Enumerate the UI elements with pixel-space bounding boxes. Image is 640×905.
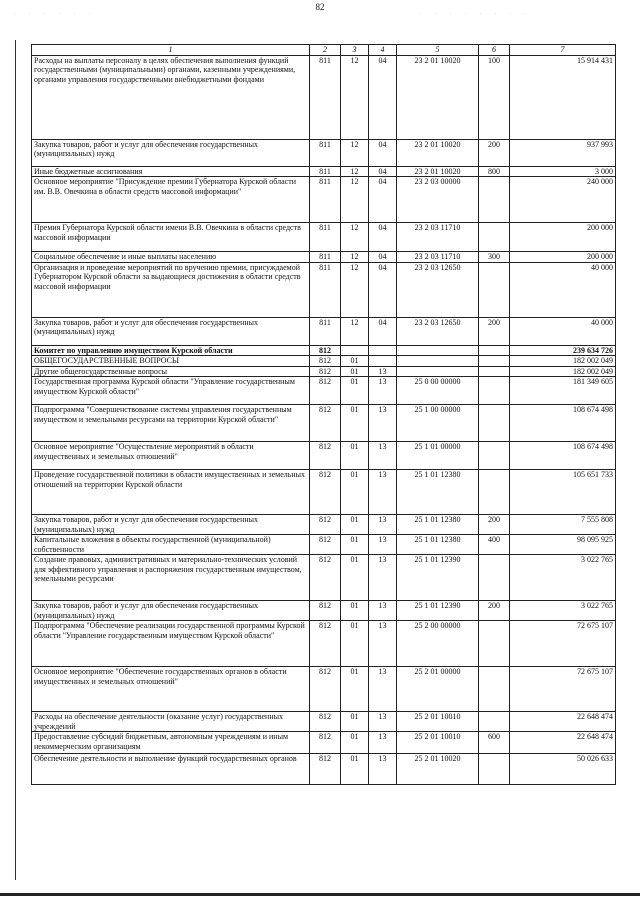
row-name: Расходы на выплаты персоналу в целях обеспечения выполнения функций государственными (муниципальными) органами, казенными учреждениями, органами управления государственными внебюджетными фондами bbox=[32, 55, 310, 139]
table-row bbox=[32, 345, 616, 356]
expense-type-code bbox=[479, 667, 510, 712]
subsection-code: 04 bbox=[369, 252, 397, 263]
table-row bbox=[32, 55, 616, 139]
expense-type-code: 200 bbox=[479, 317, 510, 345]
subsection-code: 13 bbox=[369, 515, 397, 535]
expense-type-code bbox=[479, 470, 510, 515]
admin-code: 812 bbox=[310, 442, 341, 470]
target-article-code: 23 2 03 11710 bbox=[397, 223, 479, 252]
section-code: 01 bbox=[341, 442, 369, 470]
row-name: Закупка товаров, работ и услуг для обеспечения государственных (муниципальных) нужд bbox=[32, 515, 310, 535]
column-header: 5 bbox=[397, 45, 479, 56]
table-row bbox=[32, 223, 616, 252]
expense-type-code bbox=[479, 366, 510, 377]
target-article-code: 25 2 01 00000 bbox=[397, 667, 479, 712]
table-row bbox=[32, 177, 616, 223]
expense-type-code bbox=[479, 356, 510, 367]
admin-code: 811 bbox=[310, 166, 341, 177]
row-name: Подпрограмма "Обеспечение реализации государственной программы Курской области "Управление государственным имуществом Курской области" bbox=[32, 621, 310, 667]
target-article-code: 25 1 01 12390 bbox=[397, 555, 479, 601]
amount: 3 022 765 bbox=[510, 601, 616, 621]
target-article-code: 25 1 01 12390 bbox=[397, 601, 479, 621]
amount: 105 651 733 bbox=[510, 470, 616, 515]
amount: 40 000 bbox=[510, 262, 616, 317]
section-code: 01 bbox=[341, 667, 369, 712]
subsection-code: 13 bbox=[369, 555, 397, 601]
admin-code: 812 bbox=[310, 712, 341, 732]
target-article-code: 23 2 03 11710 bbox=[397, 252, 479, 263]
row-name: Проведение государственной политики в области имущественных и земельных отношений на территории Курской области bbox=[32, 470, 310, 515]
section-code: 01 bbox=[341, 356, 369, 367]
subsection-code: 13 bbox=[369, 732, 397, 754]
section-code: 01 bbox=[341, 754, 369, 785]
admin-code: 811 bbox=[310, 55, 341, 139]
expense-type-code: 200 bbox=[479, 515, 510, 535]
scan-noise: · · · · · · · · bbox=[420, 12, 533, 17]
subsection-code: 13 bbox=[369, 535, 397, 555]
section-code: 12 bbox=[341, 55, 369, 139]
target-article-code: 23 2 03 12650 bbox=[397, 317, 479, 345]
table-row bbox=[32, 166, 616, 177]
expense-type-code: 400 bbox=[479, 535, 510, 555]
expense-type-code bbox=[479, 345, 510, 356]
expense-type-code: 100 bbox=[479, 55, 510, 139]
amount: 22 648 474 bbox=[510, 712, 616, 732]
admin-code: 812 bbox=[310, 535, 341, 555]
section-code: 01 bbox=[341, 366, 369, 377]
admin-code: 812 bbox=[310, 555, 341, 601]
expense-type-code bbox=[479, 555, 510, 601]
section-code: 12 bbox=[341, 262, 369, 317]
target-article-code: 23 2 01 10020 bbox=[397, 55, 479, 139]
amount: 108 674 498 bbox=[510, 405, 616, 442]
amount: 181 349 605 bbox=[510, 377, 616, 405]
table-row bbox=[32, 712, 616, 732]
subsection-code: 13 bbox=[369, 621, 397, 667]
target-article-code: 25 1 01 12380 bbox=[397, 470, 479, 515]
expense-type-code bbox=[479, 754, 510, 785]
table-row bbox=[32, 754, 616, 785]
amount: 22 648 474 bbox=[510, 732, 616, 754]
target-article-code: 25 2 00 00000 bbox=[397, 621, 479, 667]
amount: 240 000 bbox=[510, 177, 616, 223]
subsection-code: 13 bbox=[369, 601, 397, 621]
table-row bbox=[32, 356, 616, 367]
section-code: 01 bbox=[341, 515, 369, 535]
subsection-code: 04 bbox=[369, 55, 397, 139]
target-article-code: 25 1 01 12380 bbox=[397, 515, 479, 535]
binding-edge bbox=[15, 40, 16, 880]
amount: 108 674 498 bbox=[510, 442, 616, 470]
table-row bbox=[32, 139, 616, 166]
section-code: 01 bbox=[341, 621, 369, 667]
admin-code: 811 bbox=[310, 252, 341, 263]
expense-type-code bbox=[479, 405, 510, 442]
row-name: Предоставление субсидий бюджетным, автономным учреждениям и иным некоммерческим организациям bbox=[32, 732, 310, 754]
admin-code: 811 bbox=[310, 317, 341, 345]
amount: 15 914 431 bbox=[510, 55, 616, 139]
table-row bbox=[32, 535, 616, 555]
section-code: 12 bbox=[341, 139, 369, 166]
amount: 182 002 049 bbox=[510, 366, 616, 377]
amount: 3 000 bbox=[510, 166, 616, 177]
row-name: Комитет по управлению имуществом Курской области bbox=[32, 345, 310, 356]
table-row bbox=[32, 555, 616, 601]
column-header: 3 bbox=[341, 45, 369, 56]
expense-type-code: 200 bbox=[479, 139, 510, 166]
expense-type-code bbox=[479, 712, 510, 732]
target-article-code: 25 2 01 10010 bbox=[397, 732, 479, 754]
subsection-code: 13 bbox=[369, 470, 397, 515]
admin-code: 811 bbox=[310, 223, 341, 252]
section-code bbox=[341, 345, 369, 356]
row-name: Социальное обеспечение и иные выплаты населению bbox=[32, 252, 310, 263]
section-code: 01 bbox=[341, 377, 369, 405]
column-header: 4 bbox=[369, 45, 397, 56]
table-row bbox=[32, 667, 616, 712]
subsection-code bbox=[369, 345, 397, 356]
subsection-code: 13 bbox=[369, 667, 397, 712]
table-row bbox=[32, 601, 616, 621]
amount: 98 095 925 bbox=[510, 535, 616, 555]
expense-type-code bbox=[479, 223, 510, 252]
table-row bbox=[32, 515, 616, 535]
column-header: 7 bbox=[510, 45, 616, 56]
section-code: 01 bbox=[341, 601, 369, 621]
subsection-code: 04 bbox=[369, 166, 397, 177]
row-name: Иные бюджетные ассигнования bbox=[32, 166, 310, 177]
column-header: 6 bbox=[479, 45, 510, 56]
row-name: Обеспечение деятельности и выполнение функций государственных органов bbox=[32, 754, 310, 785]
subsection-code: 04 bbox=[369, 177, 397, 223]
target-article-code bbox=[397, 366, 479, 377]
section-code: 01 bbox=[341, 405, 369, 442]
row-name: Основное мероприятие "Осуществление мероприятий в области имущественных и земельных отношений" bbox=[32, 442, 310, 470]
table-row bbox=[32, 366, 616, 377]
table-row bbox=[32, 405, 616, 442]
expense-type-code: 600 bbox=[479, 732, 510, 754]
row-name: Премия Губернатора Курской области имени В.В. Овечкина в области средств массовой информации bbox=[32, 223, 310, 252]
expense-type-code: 200 bbox=[479, 601, 510, 621]
subsection-code: 04 bbox=[369, 139, 397, 166]
column-header: 2 bbox=[310, 45, 341, 56]
section-code: 01 bbox=[341, 470, 369, 515]
section-code: 12 bbox=[341, 166, 369, 177]
admin-code: 812 bbox=[310, 621, 341, 667]
admin-code: 812 bbox=[310, 515, 341, 535]
admin-code: 812 bbox=[310, 366, 341, 377]
expense-type-code: 300 bbox=[479, 252, 510, 263]
table-row bbox=[32, 470, 616, 515]
row-name: Закупка товаров, работ и услуг для обеспечения государственных (муниципальных) нужд bbox=[32, 601, 310, 621]
section-code: 01 bbox=[341, 732, 369, 754]
target-article-code: 25 1 00 00000 bbox=[397, 405, 479, 442]
target-article-code: 23 2 01 10020 bbox=[397, 166, 479, 177]
admin-code: 812 bbox=[310, 377, 341, 405]
section-code: 01 bbox=[341, 535, 369, 555]
target-article-code: 25 1 01 00000 bbox=[397, 442, 479, 470]
target-article-code: 25 2 01 10010 bbox=[397, 712, 479, 732]
admin-code: 811 bbox=[310, 139, 341, 166]
section-code: 12 bbox=[341, 252, 369, 263]
target-article-code: 25 2 01 10020 bbox=[397, 754, 479, 785]
subsection-code bbox=[369, 356, 397, 367]
row-name: Расходы на обеспечение деятельности (оказание услуг) государственных учреждений bbox=[32, 712, 310, 732]
table-row bbox=[32, 442, 616, 470]
table-row bbox=[32, 262, 616, 317]
admin-code: 812 bbox=[310, 754, 341, 785]
section-code: 01 bbox=[341, 555, 369, 601]
target-article-code bbox=[397, 356, 479, 367]
subsection-code: 13 bbox=[369, 377, 397, 405]
target-article-code: 23 2 01 10020 bbox=[397, 139, 479, 166]
amount: 72 675 107 bbox=[510, 667, 616, 712]
target-article-code: 25 0 00 00000 bbox=[397, 377, 479, 405]
expense-type-code bbox=[479, 442, 510, 470]
page-number: 82 bbox=[315, 2, 325, 12]
row-name: Другие общегосударственные вопросы bbox=[32, 366, 310, 377]
amount: 40 000 bbox=[510, 317, 616, 345]
subsection-code: 13 bbox=[369, 442, 397, 470]
amount: 72 675 107 bbox=[510, 621, 616, 667]
row-name: Подпрограмма "Совершенствование системы управления государственным имуществом и земельными ресурсами на территории Курской области" bbox=[32, 405, 310, 442]
column-header-row bbox=[32, 45, 616, 56]
row-name: ОБЩЕГОСУДАРСТВЕННЫЕ ВОПРОСЫ bbox=[32, 356, 310, 367]
table-row bbox=[32, 252, 616, 263]
row-name: Основное мероприятие "Обеспечение государственных органов в области имущественных и земельных отношений" bbox=[32, 667, 310, 712]
scan-edge bbox=[0, 893, 640, 896]
admin-code: 811 bbox=[310, 262, 341, 317]
admin-code: 812 bbox=[310, 601, 341, 621]
column-header: 1 bbox=[32, 45, 310, 56]
amount: 3 022 765 bbox=[510, 555, 616, 601]
expense-type-code bbox=[479, 262, 510, 317]
admin-code: 812 bbox=[310, 405, 341, 442]
subsection-code: 04 bbox=[369, 317, 397, 345]
amount: 182 002 049 bbox=[510, 356, 616, 367]
row-name: Создание правовых, административных и материально-технических условий для эффективного управления и распоряжения государственным имуществом, земельными ресурсами bbox=[32, 555, 310, 601]
row-name: Организация и проведение мероприятий по вручению премии, присуждаемой Губернатором Курской области за выдающиеся достижения в области средств массовой информации bbox=[32, 262, 310, 317]
row-name: Закупка товаров, работ и услуг для обеспечения государственных (муниципальных) нужд bbox=[32, 317, 310, 345]
admin-code: 812 bbox=[310, 732, 341, 754]
expense-type-code bbox=[479, 621, 510, 667]
admin-code: 811 bbox=[310, 177, 341, 223]
section-code: 12 bbox=[341, 223, 369, 252]
amount: 200 000 bbox=[510, 252, 616, 263]
subsection-code: 04 bbox=[369, 223, 397, 252]
subsection-code: 13 bbox=[369, 754, 397, 785]
table-row bbox=[32, 317, 616, 345]
amount: 937 993 bbox=[510, 139, 616, 166]
amount: 50 026 633 bbox=[510, 754, 616, 785]
admin-code: 812 bbox=[310, 356, 341, 367]
admin-code: 812 bbox=[310, 470, 341, 515]
section-code: 12 bbox=[341, 177, 369, 223]
subsection-code: 13 bbox=[369, 366, 397, 377]
expense-type-code: 800 bbox=[479, 166, 510, 177]
target-article-code bbox=[397, 345, 479, 356]
admin-code: 812 bbox=[310, 345, 341, 356]
table-row bbox=[32, 377, 616, 405]
row-name: Капитальные вложения в объекты государственной (муниципальной) собственности bbox=[32, 535, 310, 555]
budget-table bbox=[31, 44, 616, 785]
target-article-code: 23 2 03 12650 bbox=[397, 262, 479, 317]
subsection-code: 04 bbox=[369, 262, 397, 317]
expense-type-code bbox=[479, 177, 510, 223]
admin-code: 812 bbox=[310, 667, 341, 712]
row-name: Основное мероприятие "Присуждение премии Губернатора Курской области им. В.В. Овечкина в области средств массовой информации" bbox=[32, 177, 310, 223]
target-article-code: 25 1 01 12380 bbox=[397, 535, 479, 555]
expense-type-code bbox=[479, 377, 510, 405]
amount: 239 634 726 bbox=[510, 345, 616, 356]
section-code: 01 bbox=[341, 712, 369, 732]
subsection-code: 13 bbox=[369, 712, 397, 732]
row-name: Закупка товаров, работ и услуг для обеспечения государственных (муниципальных) нужд bbox=[32, 139, 310, 166]
section-code: 12 bbox=[341, 317, 369, 345]
target-article-code: 23 2 03 00000 bbox=[397, 177, 479, 223]
table-row bbox=[32, 732, 616, 754]
subsection-code: 13 bbox=[369, 405, 397, 442]
row-name: Государственная программа Курской области "Управление государственным имуществом Курской области" bbox=[32, 377, 310, 405]
amount: 200 000 bbox=[510, 223, 616, 252]
table-row bbox=[32, 621, 616, 667]
scan-noise: · · · · · · bbox=[14, 12, 97, 17]
amount: 7 555 808 bbox=[510, 515, 616, 535]
